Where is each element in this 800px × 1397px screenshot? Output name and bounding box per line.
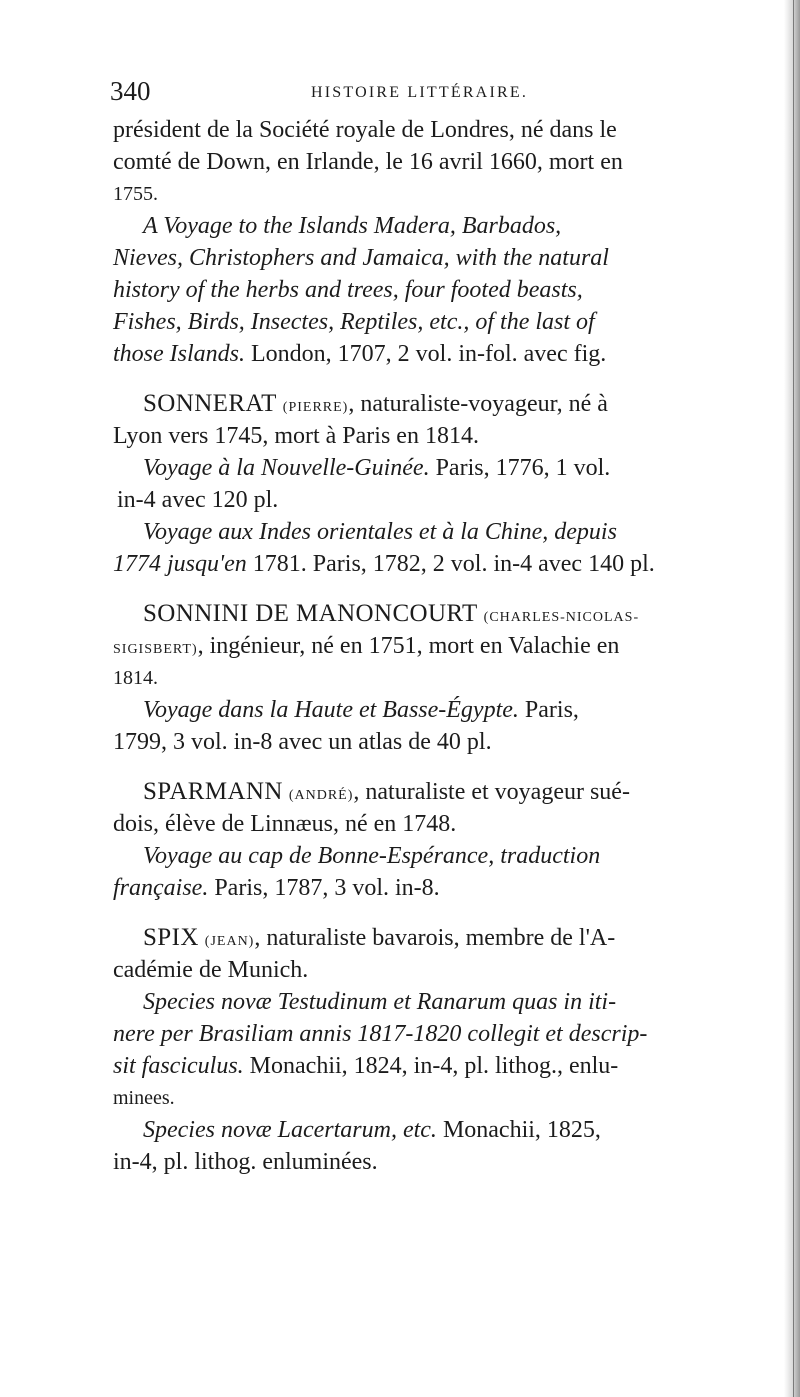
text-line: Lyon vers 1745, mort à Paris en 1814. xyxy=(113,423,479,449)
author-given-name: (JEAN) xyxy=(204,934,255,949)
entry-continued xyxy=(113,114,773,370)
entry-text: , ingénieur, né en 1751, mort en Valachie en xyxy=(197,633,620,659)
entry-sparmann xyxy=(113,776,773,904)
work-title-line: A Voyage to the Islands Madera, Barbados, xyxy=(143,213,562,239)
work-title-line: Voyage au cap de Bonne-Espérance, traduction xyxy=(143,843,601,869)
entry-sonnini xyxy=(113,598,773,758)
work-title: Voyage à la Nouvelle-Guinée. xyxy=(143,455,430,481)
work-details: Paris, xyxy=(524,697,579,723)
text-line: 1755. xyxy=(113,183,158,205)
entry-head-line xyxy=(113,776,773,808)
work-title-line: Nieves, Christophers and Jamaica, with the natural xyxy=(113,245,609,271)
page-body xyxy=(113,114,773,1178)
work-title: 1774 jusqu'en xyxy=(113,551,247,577)
work-title: those Islands. xyxy=(113,341,245,367)
text-line: minees. xyxy=(113,1087,175,1109)
page-number: 340 xyxy=(110,76,151,106)
entry-text: , naturaliste-voyageur, né à xyxy=(348,391,608,417)
entry-head-line xyxy=(113,598,773,630)
work-title: Voyage dans la Haute et Basse-Égypte. xyxy=(143,697,519,723)
page-edge-shadow xyxy=(784,0,800,1397)
work-line xyxy=(113,694,773,726)
entry-spix xyxy=(113,922,773,1178)
text-line: in-4, pl. lithog. enluminées. xyxy=(113,1149,378,1175)
author-name: SONNERAT xyxy=(143,390,277,417)
work-title-line: Species novæ Testudinum et Ranarum quas in iti- xyxy=(143,989,617,1015)
work-title-line: history of the herbs and trees, four footed beasts, xyxy=(113,277,583,303)
page-edge-line xyxy=(793,0,794,1397)
entry-head-line xyxy=(113,388,773,420)
work-title-line: nere per Brasiliam annis 1817-1820 collegit et descrip- xyxy=(113,1021,648,1047)
work-title-line: Voyage aux Indes orientales et à la Chine, depuis xyxy=(143,519,617,545)
author-given-name: SIGISBERT) xyxy=(113,642,198,657)
work-details: Paris, 1776, 1 vol. xyxy=(435,455,611,481)
text-line: 1814. xyxy=(113,667,158,689)
work-title-line: Fishes, Birds, Insectes, Reptiles, etc., of the last of xyxy=(113,309,595,335)
author-name: SONNINI DE MANONCOURT xyxy=(143,600,478,627)
text-line: cadémie de Munich. xyxy=(113,957,309,983)
author-given-name: (CHARLES-NICOLAS- xyxy=(483,610,640,625)
work-details: Monachii, 1824, in-4, pl. lithog., enlu- xyxy=(249,1053,619,1079)
work-line xyxy=(113,1050,773,1082)
work-line xyxy=(113,338,773,370)
author-name: SPARMANN xyxy=(143,778,283,805)
work-line xyxy=(113,452,773,484)
work-title: française. xyxy=(113,875,209,901)
work-details: Paris, 1787, 3 vol. in-8. xyxy=(214,875,440,901)
work-title: Species novæ Lacertarum, etc. xyxy=(143,1117,437,1143)
author-given-name: (PIERRE) xyxy=(282,400,349,415)
text-line: président de la Société royale de Londres, né dans le xyxy=(113,117,617,143)
page-header xyxy=(0,76,800,116)
text-line: comté de Down, en Irlande, le 16 avril 1660, mort en xyxy=(113,149,623,175)
text-line: in-4 avec 120 pl. xyxy=(117,487,279,513)
entry-head-line xyxy=(113,630,773,662)
work-details: 1781. Paris, 1782, 2 vol. in-4 avec 140 pl. xyxy=(252,551,655,577)
work-line xyxy=(113,1114,773,1146)
author-name: SPIX xyxy=(143,924,199,951)
entry-text: , naturaliste bavarois, membre de l'A- xyxy=(254,925,616,951)
work-title: sit fasciculus. xyxy=(113,1053,244,1079)
entry-head-line xyxy=(113,922,773,954)
work-details: London, 1707, 2 vol. in-fol. avec fig. xyxy=(251,341,607,367)
entry-text: , naturaliste et voyageur sué- xyxy=(353,779,630,805)
text-line: dois, élève de Linnæus, né en 1748. xyxy=(113,811,457,837)
text-line: 1799, 3 vol. in-8 avec un atlas de 40 pl. xyxy=(113,729,492,755)
running-head: HISTOIRE LITTÉRAIRE. xyxy=(311,84,529,101)
work-details: Monachii, 1825, xyxy=(442,1117,601,1143)
author-given-name: (ANDRÉ) xyxy=(288,788,354,803)
entry-sonnerat xyxy=(113,388,773,580)
work-line xyxy=(113,872,773,904)
work-line xyxy=(113,548,773,580)
